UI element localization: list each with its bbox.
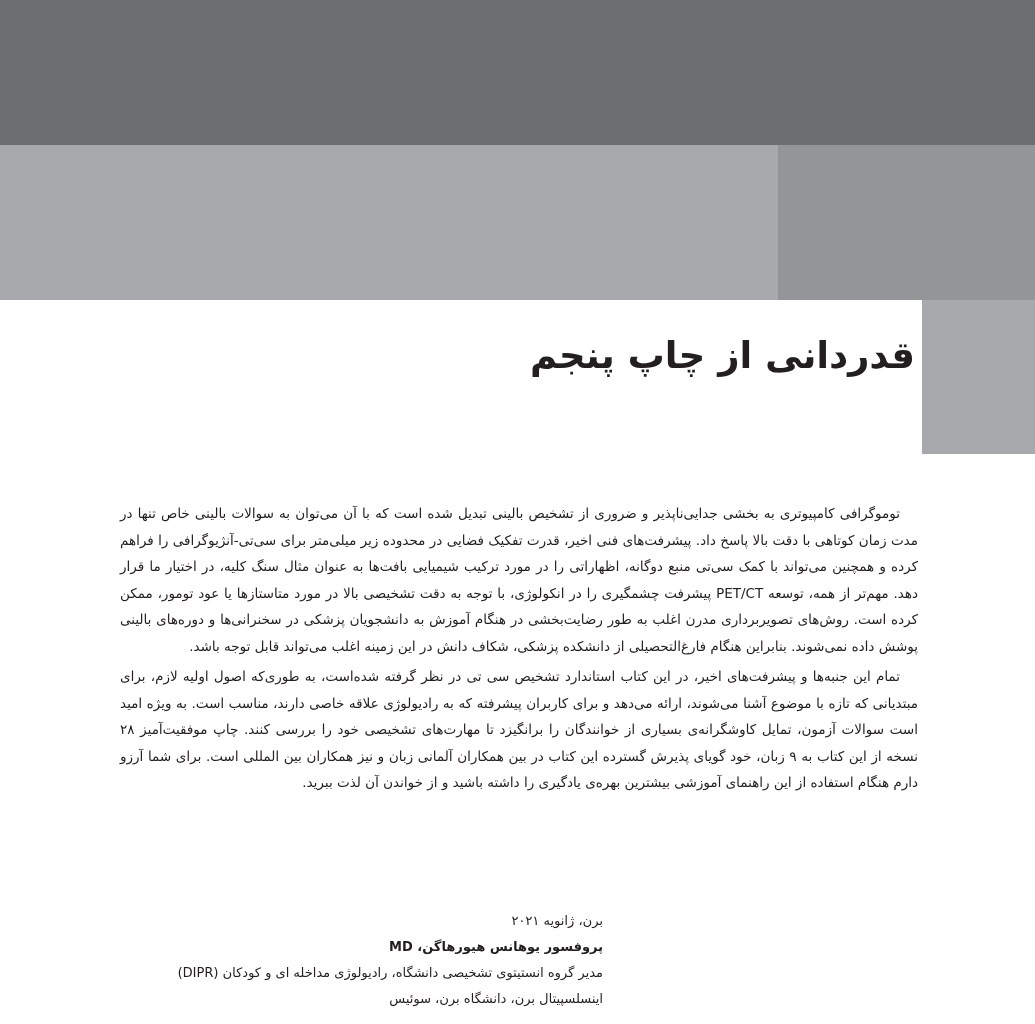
signature-position: مدیر گروه انستیتوی تشخیصی دانشگاه، رادیولوژی مداخله ای و کودکان (DIPR) — [177, 966, 603, 981]
body-text — [120, 501, 918, 801]
signature-affiliation: اینسلسپیتال برن، دانشگاه برن، سوئیس — [389, 992, 603, 1007]
paragraph-2: تمام این جنبه‌ها و پیشرفت‌های اخیر، در این کتاب استاندارد تشخیص سی تی در نظر گرفته شده‌است، به طوری‌که اصول اولیه لازم، برای مبتدیانی که تازه با موضوع آشنا می‌شوند، ارائه می‌دهد و برای کاربران پیشرفته که به رادیولوژی علاقه خاصی دارند، مناسب است. به ویژه امید است سوالات آزمون، تمایل کاوشگرانه‌ی بسیاری از خوانندگان را برانگیزد تا مهارت‌های تشخیصی خود را بررسی کنند. چاپ موفقیت‌آمیز ۲۸ نسخه از این کتاب به ۹ زبان، خود گویای پذیرش گسترده این کتاب در بین همکاران آلمانی زبان و نیز همکاران بین المللی است. برای شما آرزو دارم هنگام استفاده از این راهنمای آموزشی بیشترین بهره‌ی یادگیری را داشته باشید و از خواندن آن لذت ببرید. — [120, 669, 918, 791]
header-band-light — [0, 145, 778, 300]
signature-block — [83, 909, 603, 1013]
header-band-side — [778, 145, 1035, 300]
header-band-dark — [0, 0, 1035, 145]
signature-name: پروفسور یوهانس هیورهاگن، MD — [389, 940, 603, 955]
page-title: قدردانی از چاپ پنجم — [530, 334, 915, 377]
paragraph-1: توموگرافی کامپیوتری به بخشی جدایی‌ناپذیر و ضروری از تشخیص بالینی تبدیل شده است که با آن می‌توان به سوالات بالینی خاص تنها در مدت زمان کوتاهی با دقت بالا پاسخ داد. پیشرفت‌های فنی اخیر، قدرت تفکیک فضایی در محدوده زیر میلی‌متر برای سی‌تی-آنژیوگرافی را فراهم کرده و همچنین می‌تواند با کمک سی‌تی منبع دوگانه، اظهاراتی را در مورد ترکیب شیمیایی بافت‌ها به عنوان مثال سنگ کلیه، در اختیار ما قرار دهد. مهم‌تر از همه، توسعه PET/CT پیشرفت چشمگیری را در انکولوژی، با توجه به دقت تشخیصی بالا در مورد متاستازها یا عود تومور، ممکن کرده است. روش‌های تصویربرداری مدرن اغلب به طور رضایت‌بخشی در هنگام آموزش به دانشجویان پزشکی در سخنرانی‌ها و دوره‌های بالینی پوشش داده نمی‌شوند. بنابراین هنگام فارغ‌التحصیلی از دانشکده پزشکی، شکاف دانش در این زمینه اغلب می‌تواند قابل توجه باشد. — [120, 506, 918, 655]
signature-place-date: برن، ژانویه ۲۰۲۱ — [511, 914, 603, 929]
title-side-block — [922, 300, 1035, 454]
